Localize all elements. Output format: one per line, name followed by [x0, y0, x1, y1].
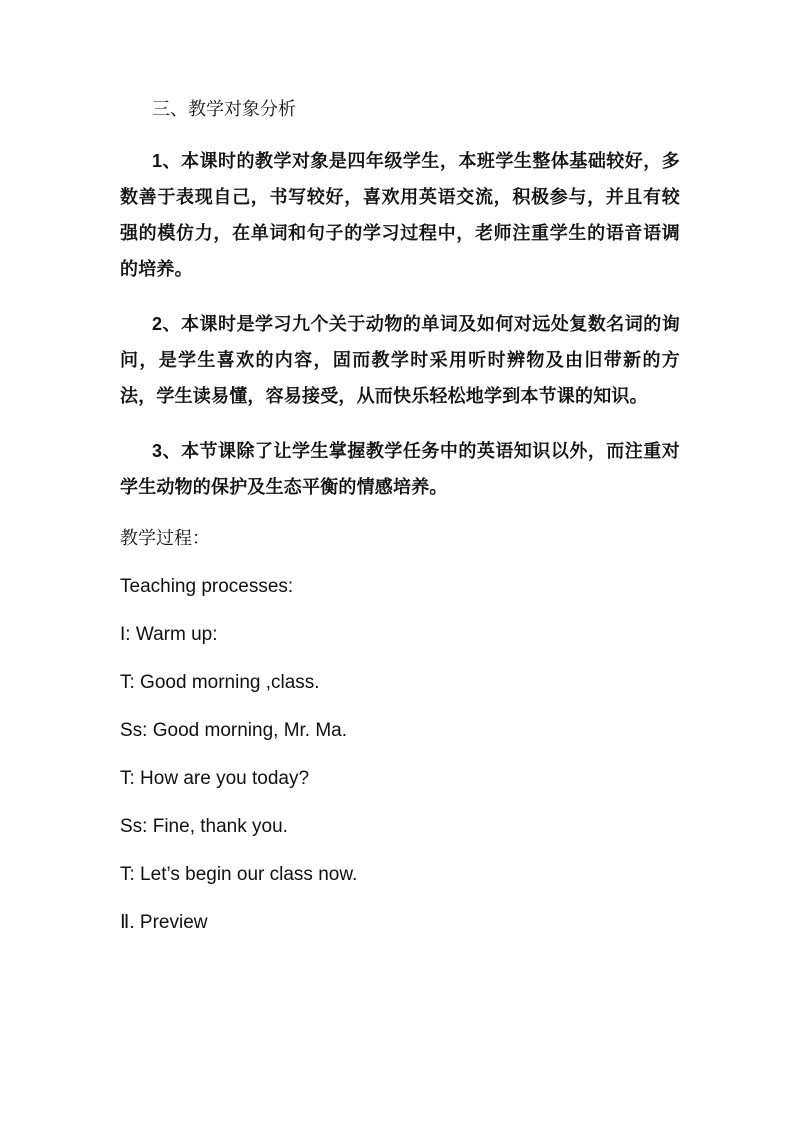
- text-line: Ss: Fine, thank you.: [120, 816, 288, 837]
- text-line: T: Good morning ,class.: [120, 672, 320, 693]
- section-heading: 三、教学对象分析: [152, 99, 296, 120]
- paragraph-text: 本课时的教学对象是四年级学生，本班学生整体基础较好，多数善于表现自己，书写较好，喜欢用英语交流，积极参与，并且有较强的模仿力，在单词和句子的学习过程中，老师注重学生的语音语调的培养。: [120, 151, 680, 280]
- analysis-paragraph-2: [120, 306, 680, 415]
- analysis-paragraph-3: [120, 433, 680, 506]
- paragraph-text: 本课时是学习九个关于动物的单词及如何对远处复数名词的询问，是学生喜欢的内容，固而教学时采用听时辨物及由旧带新的方法，学生读易懂，容易接受，从而快乐轻松地学到本节课的知识。: [120, 314, 680, 407]
- paragraph-number: 1、: [152, 151, 181, 171]
- paragraph-number: 3、: [152, 441, 181, 461]
- process-label: 教学过程：: [120, 528, 210, 549]
- paragraph-text: 本节课除了让学生掌握教学任务中的英语知识以外，而注重对学生动物的保护及生态平衡的情感培养。: [120, 441, 680, 498]
- paragraph-number: 2、: [152, 314, 181, 334]
- text-line: T: Let’s begin our class now.: [120, 864, 358, 885]
- text-line: Ⅱ. Preview: [120, 912, 208, 933]
- text-line: Ss: Good morning, Mr. Ma.: [120, 720, 348, 741]
- text-line: T: How are you today?: [120, 768, 310, 789]
- document-body: [120, 95, 680, 956]
- text-line: Teaching processes:: [120, 576, 294, 597]
- text-line: I: Warm up:: [120, 624, 218, 645]
- analysis-paragraph-1: [120, 143, 680, 288]
